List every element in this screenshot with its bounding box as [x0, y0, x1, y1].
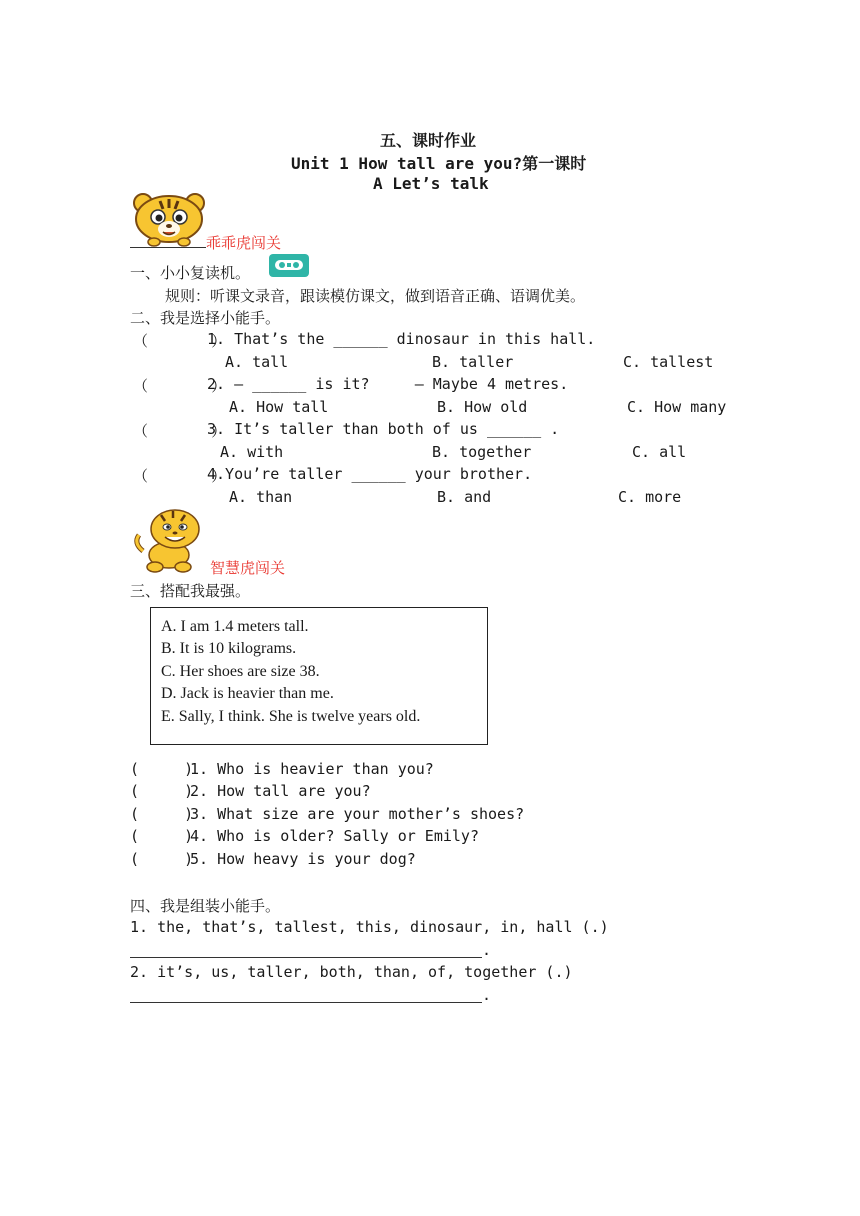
- unit-title: Unit 1 How tall are you?第一课时: [291, 154, 587, 173]
- answer-paren[interactable]: ( ): [130, 805, 194, 823]
- option-b: B. taller: [432, 353, 514, 371]
- tiger-mascot-icon: [131, 507, 211, 573]
- option-a: A. tall: [225, 353, 289, 371]
- option-c: C. all: [632, 443, 687, 461]
- match-question: 4. Who is older? Sally or Emily?: [190, 827, 479, 845]
- level-badge-2: 智慧虎闯关: [210, 559, 286, 577]
- option-item: D. Jack is heavier than me.: [161, 685, 334, 702]
- scrambled-words: 2. it’s, us, taller, both, than, of, together (.): [130, 963, 573, 981]
- match-question: 3. What size are your mother’s shoes?: [190, 805, 525, 823]
- question-stem: 2. — ______ is it? — Maybe 4 metres.: [207, 375, 569, 393]
- section2-heading: 二、我是选择小能手。: [130, 309, 281, 327]
- answer-paren[interactable]: ( ): [130, 760, 194, 778]
- answer-paren[interactable]: ( ): [130, 850, 194, 868]
- match-question: 2. How tall are you?: [190, 782, 371, 800]
- match-question: 1. Who is heavier than you?: [190, 760, 434, 778]
- option-a: A. How tall: [229, 398, 329, 416]
- answer-paren[interactable]: （ ）: [133, 377, 227, 395]
- answer-period: .: [482, 941, 492, 959]
- lesson-title: A Let’s talk: [373, 174, 489, 193]
- answer-paren[interactable]: （ ）: [133, 422, 227, 440]
- option-b: B. and: [437, 488, 492, 506]
- option-item: E. Sally, I think. She is twelve years old.: [161, 708, 421, 725]
- answer-paren[interactable]: ( ): [130, 827, 194, 845]
- option-b: B. together: [432, 443, 532, 461]
- badge-underline: [130, 247, 206, 248]
- answer-line[interactable]: [130, 957, 482, 958]
- section3-heading: 三、搭配我最强。: [130, 582, 251, 600]
- tiger-icon: [132, 193, 206, 247]
- option-c: C. How many: [627, 398, 727, 416]
- answer-paren[interactable]: （ ）: [133, 467, 227, 485]
- match-question: 5. How heavy is your dog?: [190, 850, 416, 868]
- question-stem: 1. That’s the ______ dinosaur in this hall.: [207, 330, 596, 348]
- answer-paren[interactable]: （ ）: [133, 332, 227, 350]
- option-c: C. tallest: [623, 353, 714, 371]
- option-item: B. It is 10 kilograms.: [161, 640, 297, 657]
- section1-heading: 一、小小复读机。: [130, 264, 251, 282]
- section4-heading: 四、我是组装小能手。: [130, 897, 281, 915]
- level-badge-1: 乖乖虎闯关: [206, 234, 282, 252]
- option-item: A. I am 1.4 meters tall.: [161, 618, 309, 635]
- page-title: 五、课时作业: [380, 131, 477, 150]
- section1-rule: 规则：听课文录音，跟读模仿课文，做到语音正确、语调优美。: [165, 287, 586, 305]
- scrambled-words: 1. the, that’s, tallest, this, dinosaur, in, hall (.): [130, 918, 609, 936]
- option-b: B. How old: [437, 398, 528, 416]
- option-a: A. with: [220, 443, 284, 461]
- answer-paren[interactable]: ( ): [130, 782, 194, 800]
- question-stem: 3. It’s taller than both of us ______ .: [207, 420, 560, 438]
- option-c: C. more: [618, 488, 682, 506]
- cassette-recorder-icon: [268, 253, 310, 278]
- answer-options-box: [150, 607, 488, 745]
- option-a: A. than: [229, 488, 293, 506]
- answer-period: .: [482, 986, 492, 1004]
- option-item: C. Her shoes are size 38.: [161, 663, 320, 680]
- question-stem: 4.You’re taller ______ your brother.: [207, 465, 533, 483]
- answer-line[interactable]: [130, 1002, 482, 1003]
